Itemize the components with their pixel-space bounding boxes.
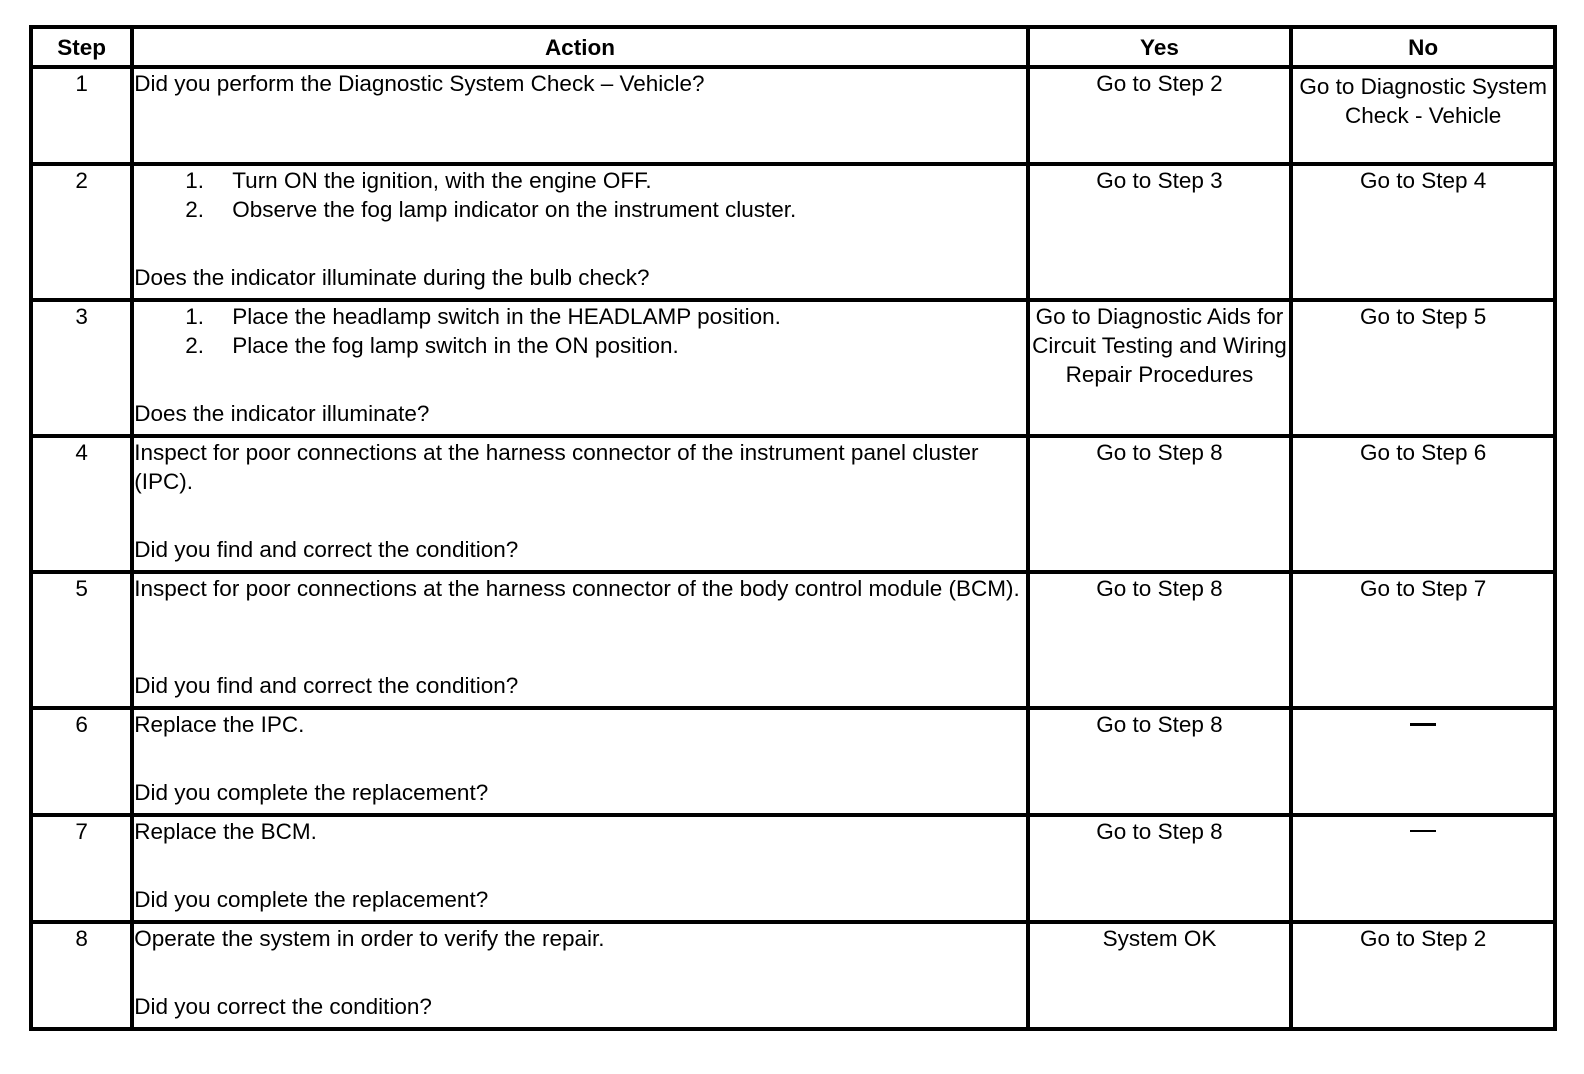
yes-cell: Go to Step 3 [1028,164,1292,300]
list-item [134,195,1025,224]
substep-number: 1. [185,304,205,329]
action-cell [132,815,1027,922]
yes-cell: Go to Step 8 [1028,572,1292,708]
table-row [31,300,1555,436]
action-cell [132,436,1027,572]
action-text: Replace the BCM. [134,819,317,844]
no-cell: Go to Step 4 [1291,164,1555,300]
action-text: Inspect for poor connections at the harness connector of the body control module (BCM). [134,576,1020,601]
header-yes: Yes [1028,27,1292,67]
substep-text: Place the headlamp switch in the HEADLAMP position. [232,304,781,329]
yes-cell: Go to Diagnostic Aids for Circuit Testing and Wiring Repair Procedures [1028,300,1292,436]
action-text: Replace the IPC. [134,712,305,737]
action-cell [132,164,1027,300]
substep-number: 1. [185,168,205,193]
yes-cell: Go to Step 8 [1028,708,1292,815]
action-text: Operate the system in order to verify the repair. [134,926,605,951]
no-cell [1291,815,1555,922]
table-row [31,164,1555,300]
table-header-row [31,27,1555,67]
table-row [31,922,1555,1029]
step-number: 7 [31,815,132,922]
no-cell [1291,708,1555,815]
yes-cell: Go to Step 2 [1028,67,1292,164]
table-row [31,67,1555,164]
substep-text: Turn ON the ignition, with the engine OFF. [232,168,652,193]
no-cell: Go to Diagnostic System Check - Vehicle [1291,67,1555,164]
question-text: Did you find and correct the condition? [134,537,519,562]
substep-number: 2. [185,197,205,222]
no-cell: Go to Step 2 [1291,922,1555,1029]
question-text: Did you correct the condition? [134,994,432,1019]
action-text: Inspect for poor connections at the harness connector of the instrument panel cluster (IPC). [134,440,979,494]
action-text: Did you perform the Diagnostic System Check – Vehicle? [134,71,705,96]
action-cell [132,67,1027,164]
substep-list [134,166,1025,224]
substep-list [134,302,1025,360]
yes-cell: Go to Step 8 [1028,436,1292,572]
action-cell [132,572,1027,708]
yes-cell: Go to Step 8 [1028,815,1292,922]
question-text: Did you complete the replacement? [134,780,489,805]
step-number: 5 [31,572,132,708]
question-text: Does the indicator illuminate during the bulb check? [134,265,650,290]
no-action-dash [1410,830,1436,832]
list-item [134,302,1025,331]
table-row [31,572,1555,708]
no-action-dash [1410,723,1436,726]
header-no: No [1291,27,1555,67]
question-text: Did you find and correct the condition? [134,673,519,698]
action-cell [132,708,1027,815]
step-number: 2 [31,164,132,300]
diagnostic-table [29,25,1557,1031]
question-text: Did you complete the replacement? [134,887,489,912]
header-action: Action [132,27,1027,67]
step-number: 6 [31,708,132,815]
question-text: Does the indicator illuminate? [134,401,430,426]
step-number: 3 [31,300,132,436]
no-cell: Go to Step 6 [1291,436,1555,572]
table-row [31,708,1555,815]
yes-cell: System OK [1028,922,1292,1029]
list-item [134,166,1025,195]
no-cell: Go to Step 7 [1291,572,1555,708]
no-cell: Go to Step 5 [1291,300,1555,436]
list-item [134,331,1025,360]
substep-number: 2. [185,333,205,358]
step-number: 8 [31,922,132,1029]
substep-text: Observe the fog lamp indicator on the instrument cluster. [232,197,797,222]
table-row [31,815,1555,922]
step-number: 4 [31,436,132,572]
step-number: 1 [31,67,132,164]
table-row [31,436,1555,572]
header-step: Step [31,27,132,67]
action-cell [132,922,1027,1029]
action-cell [132,300,1027,436]
substep-text: Place the fog lamp switch in the ON position. [232,333,679,358]
